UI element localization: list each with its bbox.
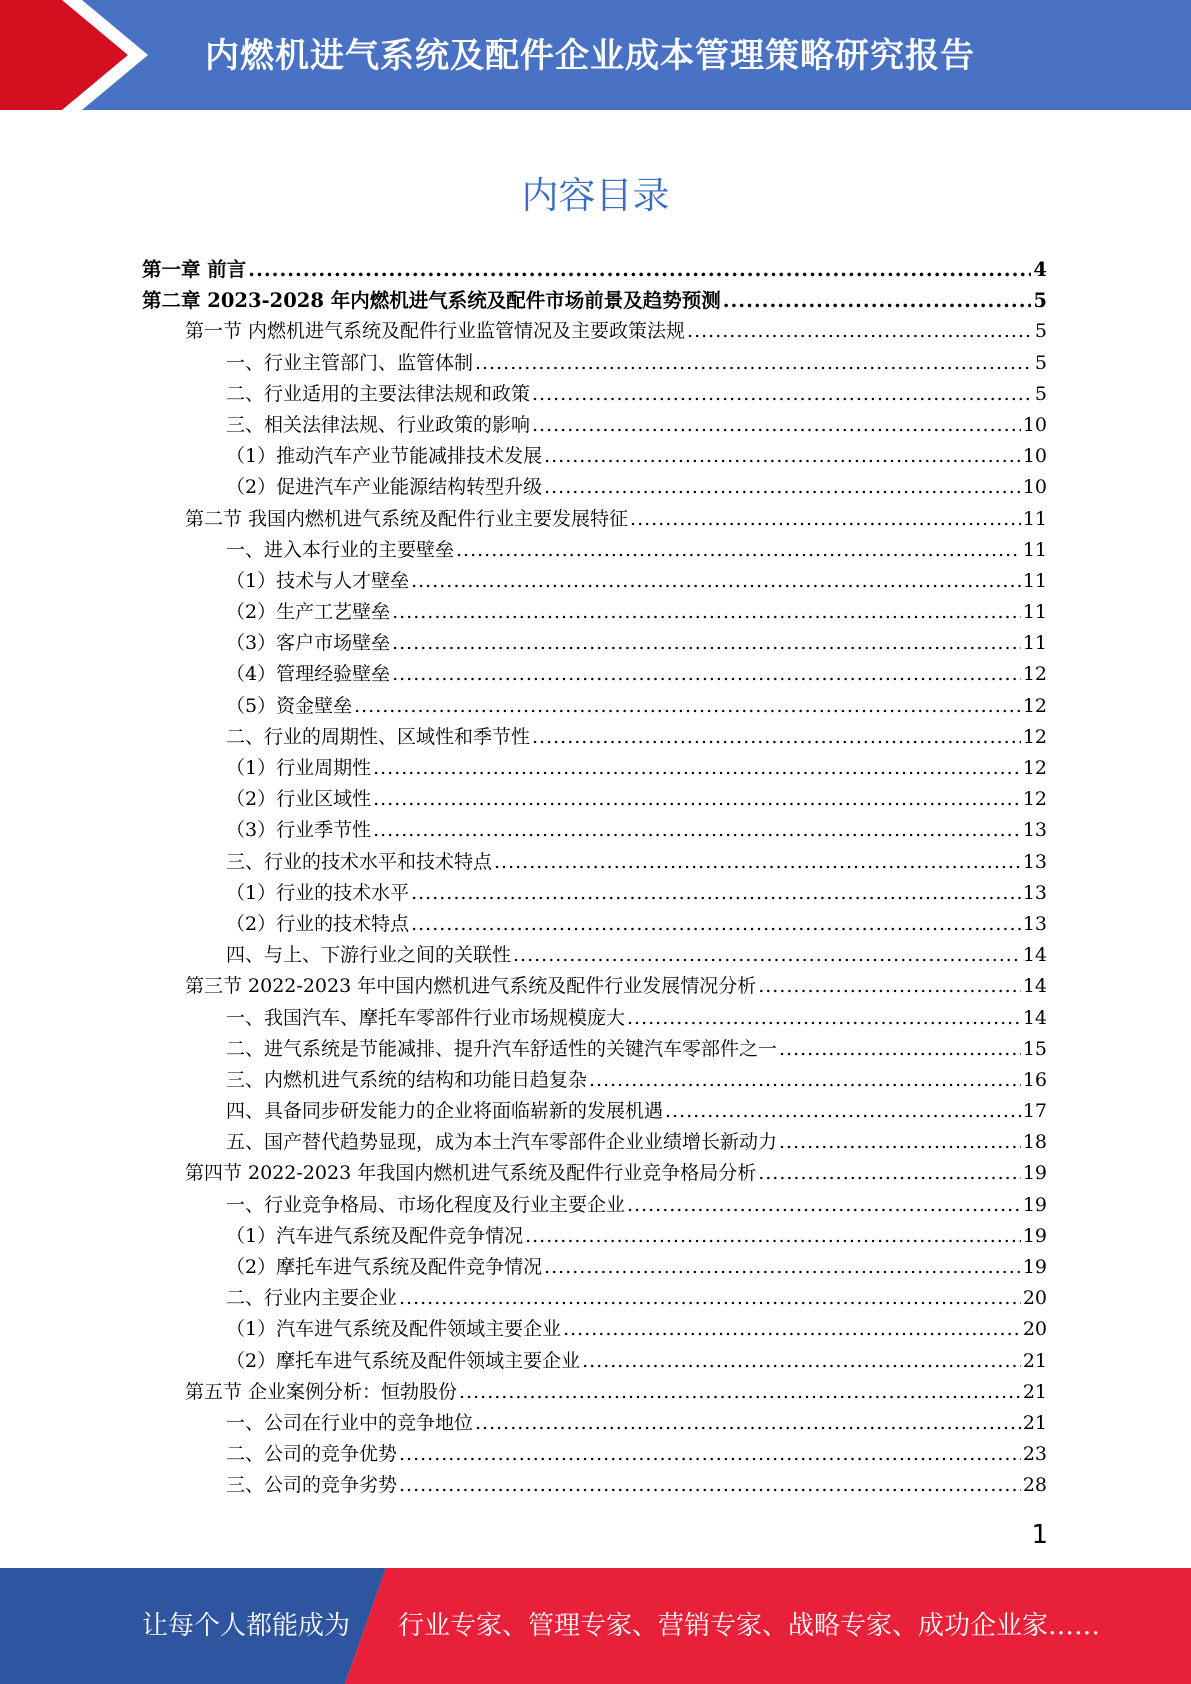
toc-entry-title: 一、行业竞争格局、市场化程度及行业主要企业 [226,1193,626,1216]
toc-entry[interactable] [142,722,1047,753]
toc-entry-title: （3）客户市场壁垒 [226,632,391,655]
toc-dot-leader [723,285,1032,316]
toc-entry-page: 14 [1022,1006,1047,1029]
report-title: 内燃机进气系统及配件企业成本管理策略研究报告 [205,36,975,76]
toc-dot-leader [532,410,1021,441]
toc-entry-title: 二、行业适用的主要法律法规和政策 [226,382,531,405]
toc-entry[interactable] [142,753,1047,784]
header-banner [0,0,1191,110]
toc-entry-title: 第三节 2022-2023 年中国内燃机进气系统及配件行业发展情况分析 [185,975,757,998]
toc-entry-title: （2）促进汽车产业能源结构转型升级 [226,476,543,499]
toc-dot-leader [758,971,1021,1002]
toc-entry-title: 第一节 内燃机进气系统及配件行业监管情况及主要政策法规 [185,320,686,343]
toc-entry-page: 28 [1022,1474,1047,1497]
toc-dot-leader [456,535,1021,566]
toc-entry-page: 20 [1022,1287,1047,1310]
toc-entry[interactable] [142,1314,1047,1345]
toc-dot-leader [627,1003,1021,1034]
toc-entry[interactable] [142,379,1047,410]
toc-entry-title: 二、行业内主要企业 [226,1287,398,1310]
toc-entry-page: 19 [1022,1256,1047,1278]
toc-entry-title: 第二节 我国内燃机进气系统及配件行业主要发展特征 [185,507,629,530]
toc-entry[interactable] [142,285,1047,316]
toc-entry[interactable] [142,1096,1047,1127]
toc-entry[interactable] [142,1221,1047,1252]
toc-entry-page: 11 [1022,632,1047,655]
toc-entry[interactable] [142,316,1047,347]
toc-dot-leader [475,348,1033,379]
toc-entry-page: 12 [1022,694,1047,717]
toc-dot-leader [411,566,1021,597]
toc-entry[interactable] [142,847,1047,878]
toc-entry-title: 二、行业的周期性、区域性和季节性 [226,725,531,748]
toc-dot-leader [563,1314,1021,1345]
header-arrow-icon [0,0,160,110]
toc-dot-leader [373,753,1021,784]
toc-entry-title: 一、公司在行业中的竞争地位 [226,1411,474,1434]
toc-dot-leader [475,1408,1021,1439]
toc-entry-page: 12 [1022,788,1047,811]
toc-dot-leader [411,909,1021,940]
toc-entry[interactable] [142,566,1047,597]
toc-entry[interactable] [142,441,1047,472]
toc-entry[interactable] [142,971,1047,1002]
toc-dot-leader [532,379,1033,410]
toc-entry[interactable] [142,784,1047,815]
toc-dot-leader [373,784,1021,815]
toc-dot-leader [544,1252,1021,1283]
toc-entry[interactable] [142,1158,1047,1189]
toc-entry[interactable] [142,504,1047,535]
toc-entry-page: 23 [1022,1443,1047,1466]
toc-entry-title: 二、公司的竞争优势 [226,1443,398,1466]
toc-entry-title: （2）行业的技术特点 [226,912,410,935]
toc-entry[interactable] [142,1283,1047,1314]
toc-entry-title: （1）汽车进气系统及配件领域主要企业 [226,1318,562,1341]
toc-entry-page: 17 [1022,1100,1047,1123]
toc-entry[interactable] [142,1252,1047,1283]
toc-entry-page: 5 [1034,351,1047,374]
toc-entry-title: 三、相关法律法规、行业政策的影响 [226,413,531,436]
toc-entry-page: 14 [1022,975,1047,998]
toc-entry-page: 5 [1034,382,1047,405]
toc-entry-page: 19 [1022,1193,1047,1216]
toc-entry-page: 20 [1022,1318,1047,1341]
toc-heading: 内容目录 [521,174,670,217]
footer-banner [0,1568,1191,1684]
toc-entry-title: （2）行业区域性 [226,788,372,811]
toc-dot-leader [627,1190,1021,1221]
toc-entry-page: 4 [1033,258,1047,281]
toc-entry[interactable] [142,472,1047,503]
toc-entry-page: 15 [1022,1037,1047,1060]
table-of-contents [142,254,1047,1502]
toc-entry-page: 19 [1022,1224,1047,1247]
toc-entry-page: 13 [1022,912,1047,935]
toc-dot-leader [525,1221,1021,1252]
toc-entry[interactable] [142,1470,1047,1501]
toc-entry-page: 13 [1022,881,1047,904]
toc-entry-title: （2）生产工艺壁垒 [226,601,391,624]
toc-entry[interactable] [142,1065,1047,1096]
toc-dot-leader [582,1346,1021,1377]
toc-dot-leader [630,504,1021,535]
toc-entry-page: 11 [1022,538,1047,561]
toc-dot-leader [532,722,1021,753]
toc-dot-leader [758,1158,1021,1189]
toc-entry-title: 第四节 2022-2023 年我国内燃机进气系统及配件行业竞争格局分析 [185,1162,757,1185]
toc-entry-page: 21 [1022,1380,1047,1403]
toc-entry-page: 11 [1022,507,1047,530]
toc-entry[interactable] [142,1127,1047,1158]
toc-entry[interactable] [142,815,1047,846]
toc-entry-page: 12 [1022,663,1047,686]
toc-entry-page: 10 [1022,476,1047,499]
toc-entry-title: 三、内燃机进气系统的结构和功能日趋复杂 [226,1068,588,1091]
toc-dot-leader [399,1470,1021,1501]
toc-entry-title: （5）资金壁垒 [226,694,353,717]
toc-entry-page: 14 [1022,944,1047,967]
toc-entry-title: 三、公司的竞争劣势 [226,1474,398,1497]
toc-entry-title: （2）摩托车进气系统及配件领域主要企业 [226,1349,581,1372]
toc-entry-title: 三、行业的技术水平和技术特点 [226,850,493,873]
toc-entry[interactable] [142,348,1047,379]
toc-dot-leader [779,1127,1021,1158]
toc-entry-title: （1）行业的技术水平 [226,881,410,904]
toc-entry-title: 一、行业主管部门、监管体制 [226,351,474,374]
toc-entry[interactable] [142,1439,1047,1470]
toc-entry-title: （4）管理经验壁垒 [226,663,391,686]
toc-entry-title: 第二章 2023-2028 年内燃机进气系统及配件市场前景及趋势预测 [142,289,721,313]
toc-entry-page: 16 [1022,1068,1047,1091]
toc-dot-leader [544,441,1021,472]
footer-slogan-left: 让每个人都能成为 [142,1611,351,1641]
toc-entry-title: （3）行业季节性 [226,819,372,842]
toc-entry-page: 10 [1022,413,1047,436]
toc-dot-leader [779,1034,1021,1065]
toc-entry[interactable] [142,1408,1047,1439]
toc-dot-leader [687,316,1033,347]
toc-entry[interactable] [142,1346,1047,1377]
toc-entry[interactable] [142,1034,1047,1065]
toc-dot-leader [513,940,1021,971]
toc-entry-page: 21 [1022,1411,1047,1434]
toc-dot-leader [392,659,1021,690]
toc-entry-page: 11 [1022,569,1047,592]
toc-entry-title: （1）推动汽车产业节能减排技术发展 [226,445,543,468]
page-number: 1 [1031,1520,1048,1550]
toc-entry[interactable] [142,597,1047,628]
toc-entry[interactable] [142,1377,1047,1408]
toc-entry[interactable] [142,1190,1047,1221]
toc-dot-leader [399,1283,1021,1314]
toc-entry-page: 5 [1033,289,1047,313]
toc-entry-page: 19 [1022,1162,1047,1185]
toc-entry[interactable] [142,1003,1047,1034]
toc-entry-title: 一、我国汽车、摩托车零部件行业市场规模庞大 [226,1006,626,1029]
toc-dot-leader [354,691,1021,722]
toc-entry-page: 12 [1022,757,1047,779]
toc-entry-title: 五、国产替代趋势显现，成为本土汽车零部件企业业绩增长新动力 [226,1131,778,1154]
toc-entry-page: 13 [1022,850,1047,873]
toc-entry-title: 四、具备同步研发能力的企业将面临崭新的发展机遇 [226,1100,664,1123]
toc-entry-page: 21 [1022,1349,1047,1372]
toc-entry[interactable] [142,628,1047,659]
toc-dot-leader [665,1096,1021,1127]
toc-entry[interactable] [142,878,1047,909]
toc-entry-title: 二、进气系统是节能减排、提升汽车舒适性的关键汽车零部件之一 [226,1037,778,1060]
toc-entry[interactable] [142,691,1047,722]
toc-entry-title: 四、与上、下游行业之间的关联性 [226,944,512,967]
toc-entry-title: （1）行业周期性 [226,757,372,779]
toc-entry[interactable] [142,659,1047,690]
toc-entry-title: （1）技术与人才壁垒 [226,569,410,592]
toc-entry-page: 18 [1022,1131,1047,1154]
toc-entry-page: 11 [1022,601,1047,624]
toc-dot-leader [589,1065,1021,1096]
toc-dot-leader [494,847,1021,878]
footer-slogan-right: 行业专家、管理专家、营销专家、战略专家、成功企业家…… [398,1611,1101,1641]
toc-dot-leader [392,597,1021,628]
toc-dot-leader [373,815,1021,846]
toc-entry[interactable] [142,909,1047,940]
toc-entry-page: 10 [1022,445,1047,468]
toc-dot-leader [399,1439,1021,1470]
toc-dot-leader [459,1377,1021,1408]
toc-entry[interactable] [142,535,1047,566]
toc-dot-leader [248,254,1031,285]
toc-entry-title: （1）汽车进气系统及配件竞争情况 [226,1224,524,1247]
toc-entry-page: 5 [1034,320,1047,343]
toc-entry-title: 第一章 前言 [142,258,247,281]
toc-entry[interactable] [142,940,1047,971]
toc-entry-page: 12 [1022,725,1047,748]
toc-dot-leader [411,878,1021,909]
toc-entry[interactable] [142,254,1047,285]
toc-entry-title: 一、进入本行业的主要壁垒 [226,538,455,561]
toc-entry-page: 13 [1022,819,1047,842]
toc-entry-title: 第五节 企业案例分析：恒勃股份 [185,1380,458,1403]
toc-dot-leader [392,628,1021,659]
toc-dot-leader [544,472,1021,503]
toc-entry[interactable] [142,410,1047,441]
toc-entry-title: （2）摩托车进气系统及配件竞争情况 [226,1256,543,1278]
